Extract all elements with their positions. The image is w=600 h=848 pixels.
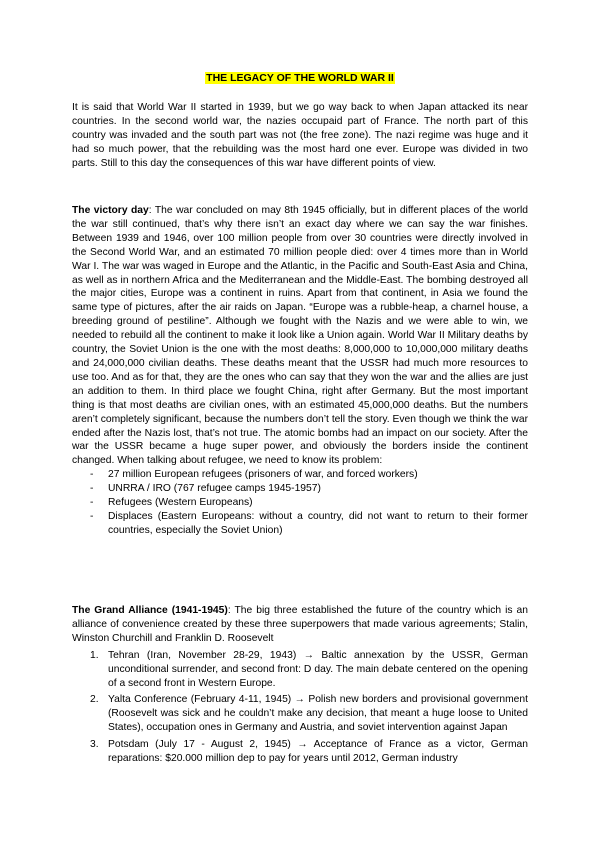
- item-number: 1.: [90, 649, 99, 661]
- alliance-paragraph: [72, 604, 528, 646]
- victory-text: : The war concluded on may 8th 1945 officially, but in different places of the world the war still continued, that’s why there isn’t an exact day where we can say the war finishes. Between 1939 and 1946, over 100 million people from over 30 countries were directly involved in the Second World War, and an estimated 70 million people died: over 4 times more than in World War I. The war was waged in Europe and the Atlantic, in the Pacific and South-East Asia and China, as well as in northern Africa and the Mediterranean and the Middle-East. The bombing destroyed all the major cities, Europe was a continent in ruins. Apart from that continent, in Asia we found the same type of pictures, after the air raids on Japan. “Europe was a rubble-heap, a charnel house, a breeding ground of pestiline”. Although we fought with the Nazis and we were able to win, we needed to rebuild all the continent to make it look like a Union again. World War II Military deaths by country, the Soviet Union is the one with the most deaths: 8,000,000 to 10,000,000 military deaths and 24,000,000 civilian deaths. These deaths meant that the USSR had much more resources to use too. And as for that, they are the ones who can say that they won the war and the allies are just an addition to them. In third place we fought China, right after Germany. But the most important thing is that most deaths are civilian ones, with an estimated 45,000,000 deaths. But the numbers aren’t completely significant, because the numbers don’t tell the story. Even though we think the war ended after the Nazis lost, that’s not true. The atomic bombs had an impact on our society. After the war the USSR became a huge super power, and obviously the borders inside the continent changed. When talking about refugee, we need to know its problem:: [72, 205, 528, 467]
- document-title: [0, 72, 600, 85]
- list-item: - Displaces (Eastern Europeans: without a country, did not want to return to their former countries, especially the Soviet Union): [90, 510, 528, 538]
- victory-paragraph: [72, 204, 528, 468]
- list-item: - Refugees (Western Europeans): [90, 496, 528, 510]
- item-number: 3.: [90, 739, 99, 751]
- list-item: [90, 649, 528, 691]
- intro-text: It is said that World War II started in 1939, but we go way back to when Japan attacked its near countries. In the second world war, the nazies occupaid part of France. The north part of this country was invaded and the south part was not (the free zone). The nazi regime was huge and it had so much power, that the rebuilding was the most hard one ever. Europe was divided in two parts. Still to this day the consequences of this war have different points of view.: [72, 102, 528, 169]
- list-item: [90, 693, 528, 735]
- intro-paragraph: [72, 101, 528, 171]
- conference-list: [72, 649, 528, 766]
- item-text: Yalta Conference (February 4-11, 1945) → Polish new borders and provisional government (Roosevelt was sick and he couldn’t make any decision, that meant a huge loose to United States), occupation ones in Germany and Austria, and soviet intervention against Japan: [108, 694, 528, 734]
- title-text: THE LEGACY OF THE WORLD WAR II: [206, 72, 394, 84]
- victory-section: [72, 204, 528, 538]
- list-item: [90, 738, 528, 766]
- refugee-list: [72, 468, 528, 538]
- item-text: Potsdam (July 17 - August 2, 1945) → Acceptance of France as a victor, German reparations: $20.000 million dep to pay for years until 2012, German industry: [108, 739, 528, 765]
- alliance-heading: The Grand Alliance (1941-1945): [72, 605, 228, 616]
- item-number: 2.: [90, 694, 99, 706]
- alliance-text: : The big three established the future of the country which is an alliance of convenience created by these three superpowers that made various agreements; Stalin, Winston Churchill and Franklin D. Roosevelt: [72, 605, 528, 644]
- list-item: - UNRRA / IRO (767 refugee camps 1945-1957): [90, 482, 528, 496]
- item-text: Tehran (Iran, November 28-29, 1943) → Baltic annexation by the USSR, German unconditional surrender, and second front: D day. The main debate centered on the opening of a second front in Western Europe.: [108, 649, 528, 689]
- alliance-section: [72, 604, 528, 769]
- victory-heading: The victory day: [72, 205, 149, 216]
- list-item: - 27 million European refugees (prisoners of war, and forced workers): [90, 468, 528, 482]
